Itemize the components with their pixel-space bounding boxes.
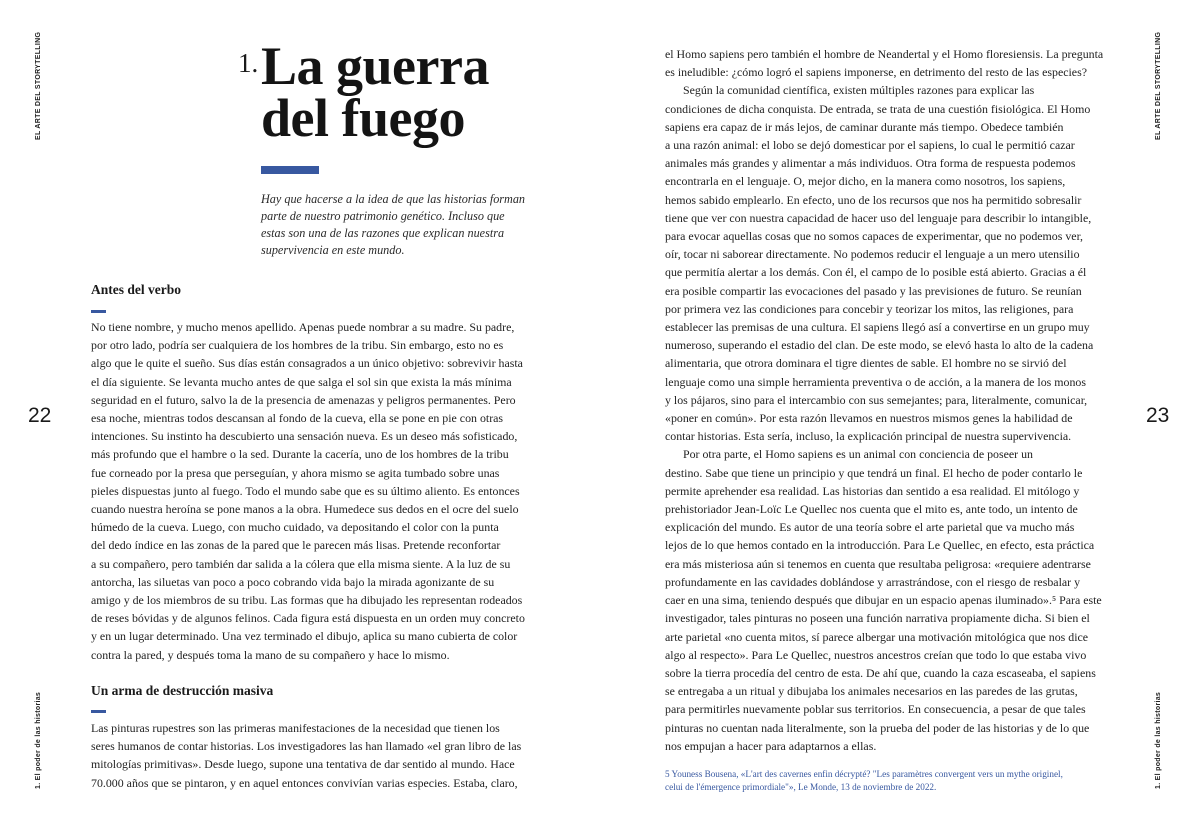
running-footer-left: 1. El poder de las historias — [35, 691, 42, 789]
text-line: para permitirles nuevamente poblar sus territorios. En consecuencia, a pesar de que tales — [665, 702, 1086, 717]
text-line: investigador, tales pinturas no poseen una función narrativa propiamente dicha. Si bien el — [665, 611, 1090, 626]
chapter-title — [261, 36, 489, 148]
section-heading-arma: Un arma de destrucción masiva — [91, 683, 274, 698]
text-line: encontrarla en el lenguaje. O, mejor dicho, en la manera como nosotros, los sapiens, — [665, 174, 1066, 189]
running-header-left: EL ARTE DEL STORYTELLING — [35, 31, 42, 140]
text-line: profundamente en las cavidades doblándose y arrastrándose, con el riesgo de resbalar y — [665, 574, 1081, 589]
text-line: seguridad en el futuro, salvo la de la presencia de amenazas y peligros permanentes. Pero — [91, 392, 516, 407]
text-line: destino. Sabe que tiene un principio y que tendrá un final. El hecho de poder contarlo le — [665, 465, 1083, 480]
text-line: contar historias. Esta sería, incluso, la explicación principal de nuestra supervivencia. — [665, 429, 1072, 444]
text-line: el Homo sapiens pero también el hombre de Neandertal y el Homo floresiensis. La pregunta — [665, 47, 1104, 61]
section1-body — [91, 318, 525, 664]
text-line: pinturas no cuentan nada literalmente, son la prueba del poder de las historias y de lo que — [665, 720, 1090, 735]
text-line: amigo y de los miembros de su tribu. Las formas que ha dibujado les representan rodeados — [91, 593, 523, 608]
lead-line: estas son una de las razones que explican nuestra — [261, 226, 505, 240]
text-line: pieles dispuestas junto al fuego. Todo el mundo sabe que es su último aliento. Es entonces — [91, 483, 520, 498]
text-line: a una razón animal: el lobo se dejó domesticar por el sapiens, lo cual le permitió cazar — [665, 138, 1075, 153]
text-line: por otro lado, podría ser cualquiera de los hombres de la tribu. Sin embargo, esto no es — [91, 338, 504, 353]
text-line: condiciones de dicha conquista. De entrada, se trata de una cuestión fisiológica. El Homo — [665, 101, 1091, 116]
text-line: fue corneado por la presa que perseguían, y ahora mismo se agita tumbado sobre unas — [91, 465, 500, 480]
right-column-body — [665, 45, 1103, 755]
text-line: oír, tocar ni saborear directamente. No podemos reducir el lenguaje a un mero utensilio — [665, 247, 1080, 262]
text-line: cuando nuestra heroína se pone manos a la obra. Humedece sus dedos en el ocre del suelo — [91, 502, 519, 517]
text-line: Las pinturas rupestres son las primeras manifestaciones de la necesidad que tienen los — [91, 721, 500, 735]
text-line: Por otra parte, el Homo sapiens es un animal con conciencia de poseer un — [683, 447, 1033, 462]
text-line: era posible compartir las evocaciones del pasado y las previsiones de futuro. Se reunían — [665, 283, 1082, 298]
section-accent-bar — [91, 310, 106, 313]
text-line: antorcha, las siluetas van poco a poco cobrando vida bajo la mirada agonizante de su — [91, 574, 495, 589]
text-line: por primera vez las condiciones para concebir y teorizar los mitos, las religiones, para — [665, 301, 1074, 316]
text-line: nos empujan a hacer para adaptarnos a ellas. — [665, 738, 877, 753]
text-line: lejos de lo que hemos contado en la introducción. Para Le Quellec, en efecto, esta práctica — [665, 538, 1095, 553]
text-line: algo al respecto». Para Le Quellec, nuestros ancestros creían que todo lo que estaba vivo — [665, 647, 1087, 662]
text-line: sobre la tierra procedía del centro de esta. De ahí que, cuando la caza escaseaba, el sapiens — [665, 665, 1096, 680]
chapter-title-line: del fuego — [261, 88, 465, 148]
text-line: establecer las premisas de una cultura. El sapiens llegó así a convertirse en un grupo muy — [665, 320, 1090, 335]
chapter-number: 1. — [238, 48, 259, 78]
running-header-right: EL ARTE DEL STORYTELLING — [1155, 31, 1162, 140]
chapter-title-line: La guerra — [261, 36, 489, 96]
text-line: que permitía alertar a los demás. Con él, el campo de lo posible está abierto. Gracias a él — [665, 265, 1087, 280]
text-line: alimentaria, que otrora dominara el tigre dientes de sable. El hombre no se sirvió del — [665, 356, 1067, 371]
text-line: No tiene nombre, y mucho menos apellido. Apenas puede nombrar a su madre. Su padre, — [91, 320, 515, 334]
text-line: numeroso, superando el estadio del clan. De este modo, se elevó hasta lo alto de la cadena — [665, 338, 1094, 353]
text-line: y los pájaros, sino para el intercambio con sus semejantes; para, literalmente, comunicar, — [665, 392, 1088, 407]
text-line: «poner en común». Por esta razón llevamos en nuestros mismos genes la habilidad de — [665, 411, 1073, 426]
page-number-left: 22 — [28, 404, 52, 427]
running-footer-right: 1. El poder de las historias — [1155, 691, 1162, 789]
text-line: caer en una sima, teniendo después que dibujar en un espacio apenas iluminado».⁵ Para este — [665, 593, 1102, 608]
text-line: lenguaje como una simple herramienta preventiva o de acción, a la manera de los monos — [665, 374, 1086, 389]
text-line: más profundo que el hambre o la sed. Durante la cacería, uno de los hombres de la tribu — [91, 447, 509, 462]
text-line: de reses bóvidas y de algunos felinos. Cada figura está dispuesta en un orden muy concreto — [91, 611, 525, 626]
text-line: intenciones. Su instinto ha descubierto una sensación nueva. Es un deseo más sofisticado, — [91, 429, 518, 444]
text-line: y en un lugar determinado. Una vez terminado el dibujo, aplica su mano cubierta de color — [91, 629, 518, 644]
footnote — [665, 768, 1063, 794]
text-line: explicación del mundo. Es autor de una teoría sobre el arte parietal que va mucho más — [665, 520, 1075, 535]
text-line: permite aprehender esa realidad. Las historias dan sentido a esa realidad. El mitólogo y — [665, 483, 1080, 498]
text-line: Según la comunidad científica, existen múltiples razones para explicar las — [683, 83, 1035, 98]
footnote-line: 5 Youness Bousena, «L'art des cavernes enfin décrypté? "Les paramètres convergent vers un mythe originel, — [665, 769, 1063, 779]
text-line: era más misteriosa aún si tenemos en cuenta que resultaba peligrosa: «requiere adentrarse — [665, 556, 1091, 571]
lead-line: parte de nuestro patrimonio genético. Incluso que — [261, 209, 505, 223]
section-heading-antes-del-verbo: Antes del verbo — [91, 282, 181, 297]
title-accent-bar — [261, 166, 319, 174]
text-line: húmedo de la cueva. Luego, con mucho cuidado, va depositando el color con la punta — [91, 520, 499, 535]
text-line: 70.000 años que se pintaron, y en aquel entonces convivían varias especies. Estaba, claro, — [91, 775, 518, 790]
text-line: prehistoriador Jean-Loïc Le Quellec nos cuenta que el mito es, ante todo, un intento de — [665, 502, 1078, 517]
text-line: sapiens era capaz de ir más lejos, de caminar durante más tiempo. Obedece también — [665, 119, 1064, 134]
text-line: animales más grandes y alimentar a más individuos. Otra forma de respuesta podemos — [665, 156, 1076, 171]
text-line: contra la pared, y después toma la mano de su compañero y hace lo mismo. — [91, 647, 450, 662]
chapter-lead — [261, 191, 525, 259]
footnote-line: celui de l'émergence primordiale"», Le Monde, 13 de noviembre de 2022. — [665, 782, 937, 792]
text-line: se entregaba a un ritual y dibujaba los animales necesarios en las paredes de las grutas, — [665, 684, 1078, 699]
text-line: hemos sabido emplearlo. En efecto, uno de los recursos que nos ha permitido sobresalir — [665, 192, 1082, 207]
text-line: tiene que ver con nuestra capacidad de hacer uso del lenguaje para describir lo intangible, — [665, 210, 1092, 225]
text-line: el día siguiente. Se levanta mucho antes de que salga el sol sin que exista la más mínima — [91, 374, 512, 389]
page-number-right: 23 — [1146, 404, 1170, 427]
section2-body — [91, 719, 521, 792]
text-line: del dedo índice en las zonas de la pared que le parecen más lisas. Pretende reconfortar — [91, 538, 501, 553]
text-line: arte parietal «no cuenta mitos, sí parece albergar una motivación mitológica que nos dice — [665, 629, 1089, 644]
text-line: mitologías primitivas». Desde luego, supone una tentativa de dar sentido al mundo. Hace — [91, 757, 515, 772]
lead-line: Hay que hacerse a la idea de que las historias forman — [261, 192, 526, 206]
text-line: algo que le quite el sueño. Sus días están consagrados a un único objetivo: sobrevivir hasta — [91, 356, 523, 371]
text-line: seres humanos de contar historias. Los investigadores las han llamado «el gran libro de las — [91, 739, 522, 754]
text-line: es ineludible: ¿cómo logró el sapiens imponerse, en detrimento del resto de las especies? — [665, 65, 1087, 80]
text-line: esa noche, mientras todos descansan al fondo de la cueva, ella se pone en pie con otras — [91, 411, 504, 426]
text-line: para evocar aquellas cosas que no somos capaces de experimentar, que no podemos ver, — [665, 229, 1084, 244]
text-line: a su compañero, pero también dar salida a la cólera que ella misma siente. A la luz de su — [91, 556, 511, 571]
section-accent-bar — [91, 710, 106, 713]
lead-line: supervivencia en este mundo. — [261, 243, 405, 257]
